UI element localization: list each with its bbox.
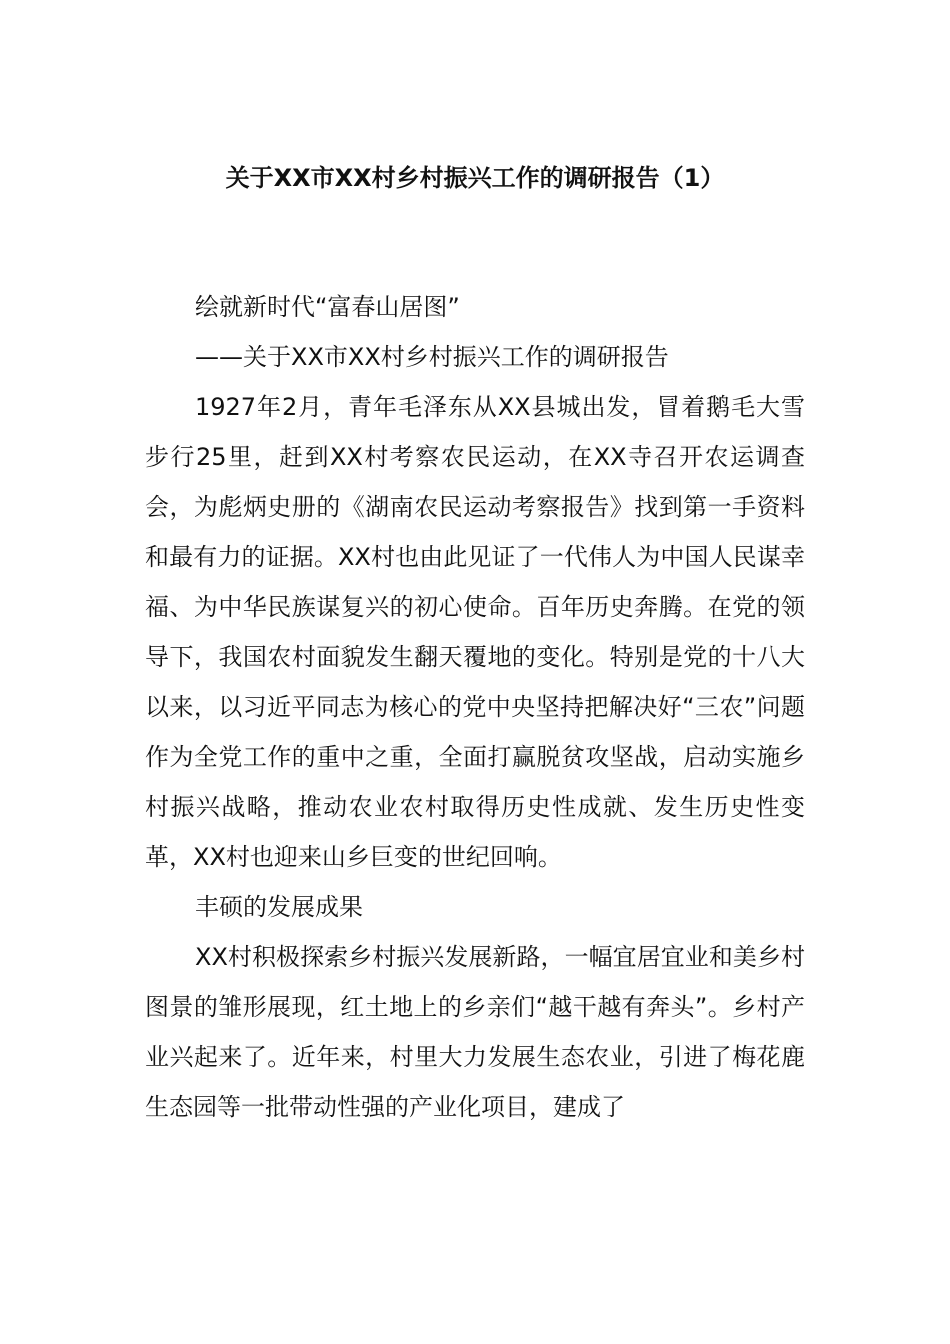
body-paragraph: 1927年2月，青年毛泽东从XX县城出发，冒着鹅毛大雪步行25里，赶到XX村考察农民运动，在XX寺召开农运调查会，为彪炳史册的《湖南农民运动考察报告》找到第一手资料和最有力的证据。XX村也由此见证了一代伟人为中国人民谋幸福、为中华民族谋复兴的初心使命。百年历史奔腾。在党的领导下，我国农村面貌发生翻天覆地的变化。特别是党的十八大以来，以习近平同志为核心的党中央坚持把解决好“三农”问题作为全党工作的重中之重，全面打赢脱贫攻坚战，启动实施乡村振兴战略，推动农业农村取得历史性成就、发生历史性变革，XX村也迎来山乡巨变的世纪回响。 [145, 393, 805, 871]
report-subtitle-paragraph: ——关于XX市XX村乡村振兴工作的调研报告 [195, 343, 669, 371]
subtitle-paragraph: 绘就新时代“富春山居图” [195, 293, 460, 321]
section-heading: 丰硕的发展成果 [195, 893, 363, 921]
body-paragraph: XX村积极探索乡村振兴发展新路，一幅宜居宜业和美乡村图景的雏形展现，红土地上的乡亲们“越干越有奔头”。乡村产业兴起来了。近年来，村里大力发展生态农业，引进了梅花鹿生态园等一批带动性强的产业化项目，建成了 [145, 943, 805, 1121]
document-body [145, 282, 805, 1132]
document-title: 关于XX市XX村乡村振兴工作的调研报告（1） [225, 164, 725, 192]
